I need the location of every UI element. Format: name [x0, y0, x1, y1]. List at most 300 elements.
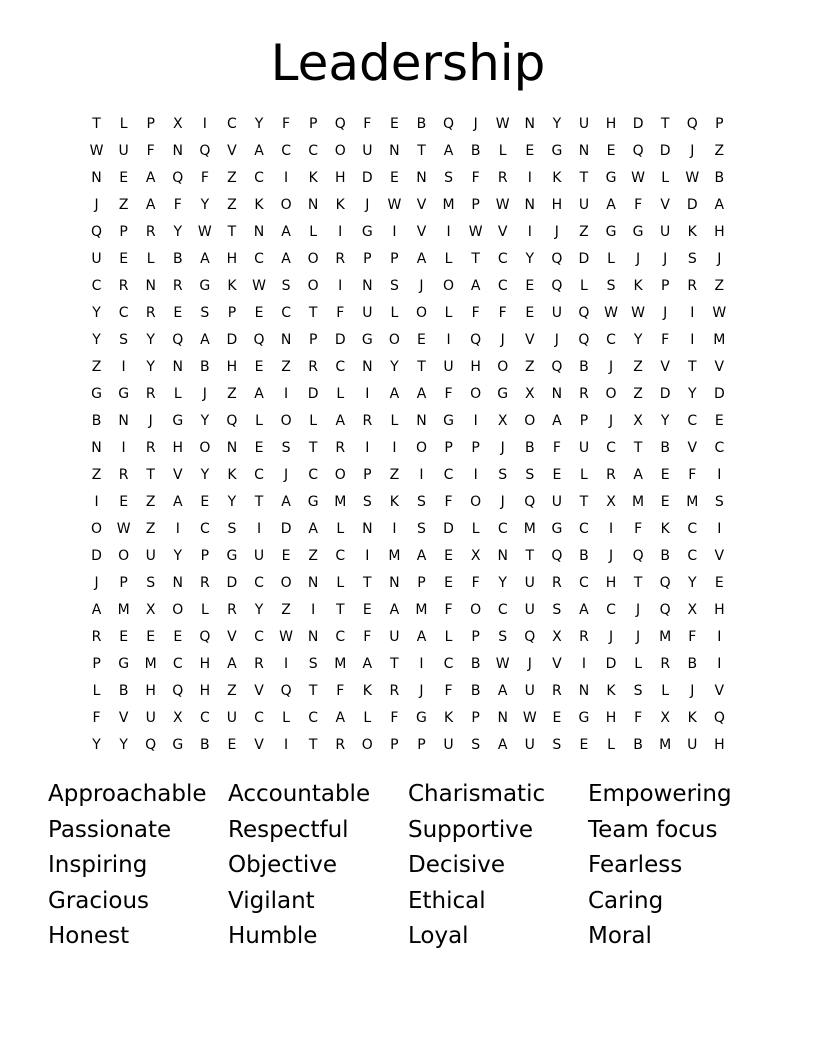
- grid-letter[interactable]: E: [525, 305, 535, 321]
- grid-letter[interactable]: U: [524, 737, 535, 753]
- grid-letter[interactable]: L: [444, 251, 453, 267]
- grid-letter[interactable]: C: [118, 305, 129, 321]
- grid-letter[interactable]: I: [717, 521, 722, 537]
- grid-letter[interactable]: D: [91, 548, 102, 564]
- grid-letter[interactable]: V: [660, 197, 670, 213]
- grid-letter[interactable]: Z: [227, 170, 237, 186]
- grid-letter[interactable]: K: [227, 278, 237, 294]
- grid-letter[interactable]: B: [633, 737, 643, 753]
- grid-letter[interactable]: L: [363, 710, 372, 726]
- grid-letter[interactable]: J: [636, 602, 641, 618]
- grid-letter[interactable]: L: [390, 305, 399, 321]
- grid-letter[interactable]: J: [473, 116, 478, 132]
- grid-letter[interactable]: K: [254, 197, 264, 213]
- grid-letter[interactable]: S: [146, 575, 156, 591]
- grid-letter[interactable]: I: [473, 413, 478, 429]
- grid-letter[interactable]: I: [121, 440, 126, 456]
- grid-letter[interactable]: I: [690, 332, 695, 348]
- grid-letter[interactable]: F: [363, 116, 372, 132]
- grid-letter[interactable]: L: [444, 305, 453, 321]
- grid-letter[interactable]: E: [579, 737, 589, 753]
- grid-letter[interactable]: G: [551, 143, 563, 159]
- grid-letter[interactable]: C: [687, 521, 698, 537]
- grid-letter[interactable]: N: [362, 278, 373, 294]
- grid-letter[interactable]: T: [335, 602, 345, 618]
- grid-letter[interactable]: F: [390, 710, 399, 726]
- grid-letter[interactable]: H: [605, 575, 617, 591]
- grid-letter[interactable]: I: [365, 548, 370, 564]
- grid-letter[interactable]: B: [660, 548, 670, 564]
- letter-grid[interactable]: [83, 111, 733, 759]
- grid-letter[interactable]: F: [444, 494, 453, 510]
- grid-letter[interactable]: E: [119, 494, 129, 510]
- grid-letter[interactable]: L: [607, 251, 615, 267]
- grid-letter[interactable]: I: [446, 224, 451, 240]
- grid-letter[interactable]: P: [471, 629, 480, 645]
- grid-letter[interactable]: L: [255, 413, 263, 429]
- grid-letter[interactable]: C: [254, 575, 264, 591]
- grid-letter[interactable]: H: [714, 602, 725, 618]
- grid-letter[interactable]: S: [552, 602, 562, 618]
- grid-letter[interactable]: H: [551, 197, 563, 213]
- grid-letter[interactable]: T: [308, 683, 318, 699]
- grid-letter[interactable]: G: [361, 224, 373, 240]
- grid-letter[interactable]: B: [416, 116, 427, 132]
- grid-letter[interactable]: R: [335, 440, 346, 456]
- grid-letter[interactable]: I: [419, 467, 424, 483]
- grid-letter[interactable]: I: [717, 467, 722, 483]
- grid-letter[interactable]: I: [338, 224, 343, 240]
- grid-letter[interactable]: J: [636, 251, 641, 267]
- grid-letter[interactable]: X: [660, 710, 670, 726]
- grid-letter[interactable]: Q: [551, 359, 563, 375]
- grid-letter[interactable]: L: [336, 386, 345, 402]
- grid-letter[interactable]: U: [226, 710, 238, 726]
- grid-letter[interactable]: Z: [524, 359, 535, 375]
- grid-letter[interactable]: C: [579, 521, 589, 537]
- grid-letter[interactable]: W: [89, 143, 104, 159]
- grid-letter[interactable]: P: [308, 332, 318, 348]
- grid-letter[interactable]: I: [392, 224, 397, 240]
- grid-letter[interactable]: T: [633, 575, 643, 591]
- grid-letter[interactable]: T: [687, 359, 697, 375]
- grid-letter[interactable]: A: [200, 251, 210, 267]
- grid-letter[interactable]: W: [631, 170, 646, 186]
- grid-letter[interactable]: G: [307, 494, 319, 510]
- grid-letter[interactable]: F: [336, 683, 345, 699]
- grid-letter[interactable]: F: [92, 710, 101, 726]
- grid-letter[interactable]: N: [416, 170, 427, 186]
- grid-letter[interactable]: F: [498, 305, 507, 321]
- grid-letter[interactable]: Q: [551, 251, 563, 267]
- grid-letter[interactable]: O: [361, 737, 373, 753]
- grid-letter[interactable]: C: [281, 305, 291, 321]
- grid-letter[interactable]: G: [118, 656, 130, 672]
- grid-letter[interactable]: P: [471, 197, 480, 213]
- grid-letter[interactable]: R: [497, 170, 508, 186]
- grid-letter[interactable]: E: [389, 170, 399, 186]
- grid-letter[interactable]: A: [416, 548, 427, 564]
- grid-letter[interactable]: E: [281, 548, 291, 564]
- grid-letter[interactable]: C: [606, 440, 616, 456]
- grid-letter[interactable]: N: [497, 548, 508, 564]
- grid-letter[interactable]: J: [94, 575, 99, 591]
- grid-letter[interactable]: E: [444, 548, 453, 564]
- grid-letter[interactable]: J: [608, 629, 614, 645]
- grid-letter[interactable]: N: [91, 440, 102, 456]
- grid-letter[interactable]: A: [145, 197, 156, 213]
- grid-letter[interactable]: A: [416, 251, 427, 267]
- grid-letter[interactable]: R: [606, 467, 616, 483]
- grid-letter[interactable]: A: [497, 737, 508, 753]
- grid-letter[interactable]: S: [498, 629, 508, 645]
- grid-letter[interactable]: E: [714, 413, 724, 429]
- grid-letter[interactable]: W: [712, 305, 727, 321]
- grid-letter[interactable]: Q: [145, 737, 157, 753]
- grid-letter[interactable]: R: [227, 602, 237, 618]
- grid-letter[interactable]: L: [390, 413, 399, 429]
- grid-letter[interactable]: D: [280, 521, 292, 537]
- grid-letter[interactable]: T: [390, 656, 399, 672]
- grid-letter[interactable]: K: [552, 170, 562, 186]
- grid-letter[interactable]: O: [91, 521, 103, 537]
- grid-letter[interactable]: U: [660, 224, 671, 240]
- grid-letter[interactable]: W: [631, 305, 646, 321]
- grid-letter[interactable]: W: [387, 197, 402, 213]
- grid-letter[interactable]: N: [253, 224, 265, 240]
- grid-letter[interactable]: Y: [173, 224, 183, 240]
- grid-letter[interactable]: H: [714, 224, 725, 240]
- grid-letter[interactable]: B: [524, 440, 535, 456]
- grid-letter[interactable]: P: [471, 440, 480, 456]
- grid-letter[interactable]: X: [552, 629, 562, 645]
- grid-letter[interactable]: U: [551, 305, 562, 321]
- grid-letter[interactable]: C: [172, 656, 183, 672]
- grid-letter[interactable]: I: [527, 170, 532, 186]
- grid-letter[interactable]: Q: [199, 143, 211, 159]
- grid-letter[interactable]: M: [415, 602, 428, 618]
- grid-letter[interactable]: U: [551, 494, 562, 510]
- grid-letter[interactable]: L: [173, 386, 182, 402]
- grid-letter[interactable]: I: [473, 467, 478, 483]
- grid-letter[interactable]: C: [281, 143, 291, 159]
- grid-letter[interactable]: U: [389, 629, 400, 645]
- grid-letter[interactable]: C: [714, 440, 725, 456]
- grid-letter[interactable]: H: [334, 170, 346, 186]
- grid-letter[interactable]: I: [284, 737, 289, 753]
- grid-letter[interactable]: C: [606, 602, 616, 618]
- grid-letter[interactable]: S: [308, 656, 318, 672]
- grid-letter[interactable]: O: [470, 494, 482, 510]
- grid-letter[interactable]: O: [334, 467, 346, 483]
- grid-letter[interactable]: M: [686, 494, 699, 510]
- grid-letter[interactable]: J: [527, 656, 532, 672]
- grid-letter[interactable]: Q: [199, 629, 211, 645]
- grid-letter[interactable]: C: [227, 116, 237, 132]
- grid-letter[interactable]: B: [470, 143, 481, 159]
- grid-letter[interactable]: I: [581, 656, 587, 672]
- grid-letter[interactable]: Y: [200, 413, 210, 429]
- grid-letter[interactable]: C: [254, 629, 264, 645]
- grid-letter[interactable]: L: [92, 683, 101, 699]
- grid-letter[interactable]: H: [172, 440, 184, 456]
- grid-letter[interactable]: C: [308, 467, 319, 483]
- grid-letter[interactable]: Q: [443, 116, 455, 132]
- grid-letter[interactable]: J: [500, 494, 505, 510]
- grid-letter[interactable]: H: [199, 656, 211, 672]
- grid-letter[interactable]: Z: [579, 224, 589, 240]
- grid-letter[interactable]: E: [552, 467, 562, 483]
- grid-letter[interactable]: A: [281, 494, 291, 510]
- grid-letter[interactable]: E: [119, 170, 129, 186]
- grid-letter[interactable]: N: [362, 359, 373, 375]
- grid-letter[interactable]: A: [606, 197, 616, 213]
- grid-letter[interactable]: Y: [119, 737, 128, 753]
- grid-letter[interactable]: J: [419, 683, 424, 699]
- grid-letter[interactable]: B: [118, 683, 129, 699]
- grid-letter[interactable]: T: [633, 440, 643, 456]
- grid-letter[interactable]: C: [497, 278, 508, 294]
- grid-letter[interactable]: G: [172, 413, 184, 429]
- grid-letter[interactable]: I: [608, 521, 614, 537]
- grid-letter[interactable]: Z: [227, 197, 237, 213]
- grid-letter[interactable]: K: [660, 521, 670, 537]
- grid-letter[interactable]: M: [144, 656, 157, 672]
- grid-letter[interactable]: Q: [524, 494, 536, 510]
- grid-letter[interactable]: I: [392, 440, 397, 456]
- grid-letter[interactable]: Q: [172, 170, 184, 186]
- grid-letter[interactable]: E: [173, 305, 183, 321]
- grid-letter[interactable]: R: [335, 737, 346, 753]
- grid-letter[interactable]: W: [685, 170, 700, 186]
- grid-letter[interactable]: H: [226, 359, 238, 375]
- grid-letter[interactable]: T: [417, 143, 426, 159]
- grid-letter[interactable]: Y: [146, 332, 155, 348]
- grid-letter[interactable]: D: [632, 116, 644, 132]
- grid-letter[interactable]: U: [443, 359, 454, 375]
- grid-letter[interactable]: A: [172, 494, 183, 510]
- grid-letter[interactable]: E: [417, 332, 426, 348]
- grid-letter[interactable]: E: [254, 440, 264, 456]
- grid-letter[interactable]: T: [308, 737, 318, 753]
- grid-letter[interactable]: R: [552, 683, 562, 699]
- grid-letter[interactable]: L: [634, 656, 642, 672]
- grid-letter[interactable]: A: [308, 521, 318, 537]
- grid-letter[interactable]: B: [91, 413, 102, 429]
- grid-letter[interactable]: C: [335, 548, 346, 564]
- grid-letter[interactable]: J: [690, 683, 695, 699]
- grid-letter[interactable]: P: [200, 548, 210, 564]
- grid-letter[interactable]: C: [254, 710, 264, 726]
- grid-letter[interactable]: T: [146, 467, 155, 483]
- grid-letter[interactable]: M: [334, 656, 347, 672]
- grid-letter[interactable]: N: [497, 710, 508, 726]
- grid-letter[interactable]: V: [525, 332, 535, 348]
- grid-letter[interactable]: Y: [92, 305, 101, 321]
- grid-letter[interactable]: Z: [714, 143, 725, 159]
- grid-letter[interactable]: E: [173, 629, 183, 645]
- grid-letter[interactable]: E: [714, 575, 724, 591]
- grid-letter[interactable]: W: [197, 224, 212, 240]
- grid-letter[interactable]: W: [495, 656, 510, 672]
- grid-letter[interactable]: N: [145, 278, 156, 294]
- grid-letter[interactable]: R: [362, 413, 373, 429]
- grid-letter[interactable]: Q: [632, 548, 644, 564]
- grid-letter[interactable]: J: [148, 413, 153, 429]
- grid-letter[interactable]: W: [522, 710, 537, 726]
- grid-letter[interactable]: C: [254, 251, 264, 267]
- grid-letter[interactable]: V: [118, 710, 129, 726]
- grid-letter[interactable]: E: [200, 494, 210, 510]
- grid-letter[interactable]: J: [500, 440, 505, 456]
- grid-letter[interactable]: Q: [632, 143, 644, 159]
- grid-letter[interactable]: S: [227, 521, 237, 537]
- grid-letter[interactable]: Q: [470, 332, 482, 348]
- grid-letter[interactable]: T: [92, 116, 101, 132]
- grid-letter[interactable]: Q: [226, 413, 238, 429]
- grid-letter[interactable]: R: [308, 359, 319, 375]
- grid-letter[interactable]: I: [338, 278, 343, 294]
- grid-letter[interactable]: G: [578, 710, 590, 726]
- grid-letter[interactable]: A: [91, 602, 102, 618]
- grid-letter[interactable]: L: [309, 413, 318, 429]
- grid-letter[interactable]: F: [444, 683, 453, 699]
- grid-letter[interactable]: L: [471, 521, 480, 537]
- grid-letter[interactable]: O: [334, 143, 346, 159]
- grid-letter[interactable]: C: [335, 629, 346, 645]
- grid-letter[interactable]: Q: [334, 116, 346, 132]
- grid-letter[interactable]: K: [633, 278, 643, 294]
- grid-letter[interactable]: D: [361, 170, 373, 186]
- grid-letter[interactable]: R: [145, 440, 156, 456]
- grid-letter[interactable]: F: [552, 440, 561, 456]
- grid-letter[interactable]: O: [497, 359, 509, 375]
- grid-letter[interactable]: D: [443, 521, 454, 537]
- grid-letter[interactable]: F: [688, 467, 697, 483]
- grid-letter[interactable]: I: [284, 656, 289, 672]
- grid-letter[interactable]: Z: [281, 359, 291, 375]
- grid-letter[interactable]: R: [579, 629, 589, 645]
- grid-letter[interactable]: R: [389, 683, 400, 699]
- grid-letter[interactable]: E: [119, 629, 129, 645]
- grid-letter[interactable]: W: [495, 197, 510, 213]
- grid-letter[interactable]: Y: [254, 116, 264, 132]
- grid-letter[interactable]: N: [389, 143, 400, 159]
- grid-letter[interactable]: F: [200, 170, 209, 186]
- grid-letter[interactable]: X: [687, 602, 698, 618]
- grid-letter[interactable]: T: [227, 224, 237, 240]
- grid-letter[interactable]: M: [334, 494, 347, 510]
- grid-letter[interactable]: D: [578, 251, 590, 267]
- grid-letter[interactable]: V: [227, 143, 237, 159]
- grid-letter[interactable]: G: [118, 386, 130, 402]
- grid-letter[interactable]: U: [253, 548, 265, 564]
- grid-letter[interactable]: O: [605, 386, 617, 402]
- grid-letter[interactable]: Y: [390, 359, 399, 375]
- grid-letter[interactable]: L: [580, 278, 588, 294]
- grid-letter[interactable]: T: [471, 251, 480, 267]
- grid-letter[interactable]: Z: [118, 197, 129, 213]
- grid-letter[interactable]: S: [444, 170, 453, 186]
- grid-letter[interactable]: S: [417, 521, 426, 537]
- grid-letter[interactable]: D: [686, 197, 698, 213]
- grid-letter[interactable]: C: [497, 251, 508, 267]
- grid-letter[interactable]: L: [336, 521, 345, 537]
- grid-letter[interactable]: K: [687, 224, 697, 240]
- grid-letter[interactable]: P: [363, 467, 372, 483]
- grid-letter[interactable]: V: [227, 629, 237, 645]
- grid-letter[interactable]: Q: [551, 548, 563, 564]
- grid-letter[interactable]: E: [119, 251, 129, 267]
- grid-letter[interactable]: K: [308, 170, 318, 186]
- grid-letter[interactable]: L: [444, 629, 453, 645]
- grid-letter[interactable]: O: [118, 548, 130, 564]
- grid-letter[interactable]: O: [307, 251, 319, 267]
- grid-letter[interactable]: G: [605, 224, 617, 240]
- grid-letter[interactable]: C: [497, 602, 508, 618]
- grid-letter[interactable]: I: [365, 440, 370, 456]
- grid-letter[interactable]: G: [172, 737, 184, 753]
- grid-letter[interactable]: M: [388, 548, 401, 564]
- grid-letter[interactable]: A: [362, 656, 373, 672]
- grid-letter[interactable]: G: [605, 170, 617, 186]
- grid-letter[interactable]: E: [660, 494, 670, 510]
- grid-letter[interactable]: P: [417, 575, 426, 591]
- grid-letter[interactable]: P: [417, 737, 426, 753]
- grid-letter[interactable]: P: [146, 116, 155, 132]
- grid-letter[interactable]: R: [579, 386, 589, 402]
- grid-letter[interactable]: G: [416, 710, 427, 726]
- grid-letter[interactable]: D: [659, 143, 671, 159]
- grid-letter[interactable]: B: [470, 683, 481, 699]
- grid-letter[interactable]: T: [579, 494, 589, 510]
- grid-letter[interactable]: W: [604, 305, 618, 321]
- grid-letter[interactable]: Y: [92, 332, 101, 348]
- grid-letter[interactable]: D: [334, 332, 346, 348]
- grid-letter[interactable]: E: [660, 467, 670, 483]
- grid-letter[interactable]: T: [579, 170, 589, 186]
- grid-letter[interactable]: O: [280, 575, 292, 591]
- grid-letter[interactable]: R: [118, 467, 129, 483]
- grid-letter[interactable]: A: [633, 467, 643, 483]
- grid-letter[interactable]: O: [524, 413, 536, 429]
- grid-letter[interactable]: D: [605, 656, 617, 672]
- grid-letter[interactable]: B: [687, 656, 698, 672]
- grid-letter[interactable]: J: [500, 332, 505, 348]
- grid-letter[interactable]: Z: [227, 386, 237, 402]
- grid-letter[interactable]: P: [660, 278, 670, 294]
- grid-letter[interactable]: J: [554, 332, 559, 348]
- grid-letter[interactable]: V: [714, 359, 725, 375]
- grid-letter[interactable]: Z: [281, 602, 291, 618]
- grid-letter[interactable]: V: [660, 359, 670, 375]
- grid-letter[interactable]: R: [91, 629, 102, 645]
- grid-letter[interactable]: N: [307, 629, 319, 645]
- grid-letter[interactable]: D: [307, 386, 319, 402]
- grid-letter[interactable]: C: [199, 710, 210, 726]
- grid-letter[interactable]: M: [659, 629, 672, 645]
- grid-letter[interactable]: I: [284, 170, 289, 186]
- grid-letter[interactable]: C: [335, 359, 346, 375]
- grid-letter[interactable]: N: [118, 413, 129, 429]
- grid-letter[interactable]: N: [307, 197, 319, 213]
- grid-letter[interactable]: A: [145, 170, 156, 186]
- grid-letter[interactable]: W: [495, 116, 510, 132]
- grid-letter[interactable]: I: [175, 521, 180, 537]
- grid-letter[interactable]: Y: [525, 251, 535, 267]
- grid-letter[interactable]: L: [607, 737, 615, 753]
- grid-letter[interactable]: Q: [578, 332, 590, 348]
